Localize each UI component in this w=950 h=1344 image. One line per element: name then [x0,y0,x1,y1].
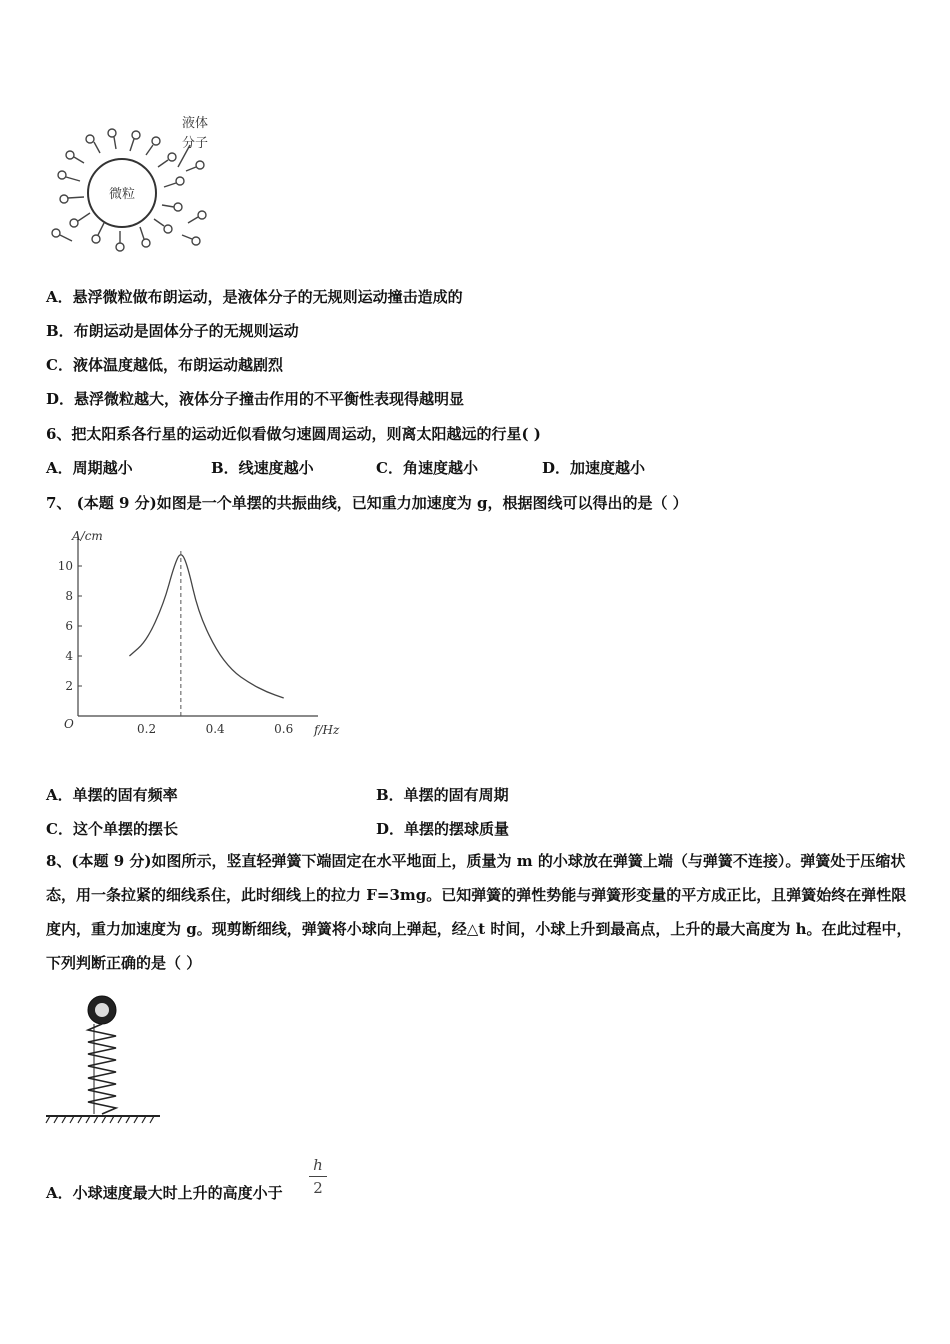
spring-coil [88,1024,116,1114]
liquid-label-1: 液体 [182,116,209,131]
q7-option-a: A．单摆的固有频率 [46,786,178,804]
y-tick-label: 2 [65,679,73,693]
y-tick-label: 6 [65,619,73,633]
q5-option-b: B．布朗运动是固体分子的无规则运动 [46,322,299,340]
x-tick-label: 0.4 [205,722,225,736]
liquid-label-2: 分子 [182,136,209,151]
q5-option-a: A．悬浮微粒做布朗运动，是液体分子的无规则运动撞击造成的 [46,288,463,306]
resonance-curve [129,555,283,698]
fraction-denominator: 2 [313,1179,323,1197]
x-tick-label: 0.2 [137,722,157,736]
brownian-figure [50,105,230,255]
q7-option-b: B．单摆的固有周期 [376,786,509,804]
fraction-numerator: h [313,1156,323,1174]
q7-option-c: C．这个单摆的摆长 [46,820,178,838]
q6-option-c: C．角速度越小 [376,459,478,477]
q7-option-d: D．单摆的摆球质量 [376,820,510,838]
q6-option-b: B．线速度越小 [211,459,314,477]
x-axis-label: f/Hz [314,723,340,737]
q6-option-d: D．加速度越小 [542,459,646,477]
origin-label: O [64,717,74,731]
x-tick-label: 0.6 [274,722,294,736]
y-axis-label: A/cm [72,529,103,543]
q8-option-a: A．小球速度最大时上升的高度小于 [46,1184,283,1202]
y-tick-label: 10 [57,559,73,573]
q6-option-a: A．周期越小 [46,459,133,477]
y-tick-label: 8 [65,589,73,603]
q5-option-c: C．液体温度越低，布朗运动越剧烈 [46,356,283,374]
q7-stem: 7、 (本题 9 分)如图是一个单摆的共振曲线，已知重力加速度为 g，根据图线可以得出的是（ ） [46,494,688,512]
q6-stem: 6、把太阳系各行星的运动近似看做匀速圆周运动，则离太阳越远的行星( ) [46,425,541,443]
spring-figure [44,992,164,1127]
resonance-chart [50,520,340,750]
q8-stem: 8、(本题 9 分)如图所示，竖直轻弹簧下端固定在水平地面上，质量为 m 的小球放在弹簧上端（与弹簧不连接）。弹簧处于压缩状态，用一条拉紧的细线系住，此时细线上的拉力 F=3mg。已知弹簧的弹性势能与弹簧形变量的平方成正比，且弹簧始终在弹性限度内，重力加速度为 g。现剪断细线，弹簧将小球向上弹起，经△t 时间，小球上升到最高点，上升的最大高度为 h。在此过程中，下列判断正确的是（ ） [46,852,912,972]
fraction-h-over-2 [309,1156,327,1197]
particle-label: 微粒 [108,187,136,202]
y-tick-label: 4 [65,649,73,663]
q5-option-d: D．悬浮微粒越大，液体分子撞击作用的不平衡性表现得越明显 [46,390,465,408]
